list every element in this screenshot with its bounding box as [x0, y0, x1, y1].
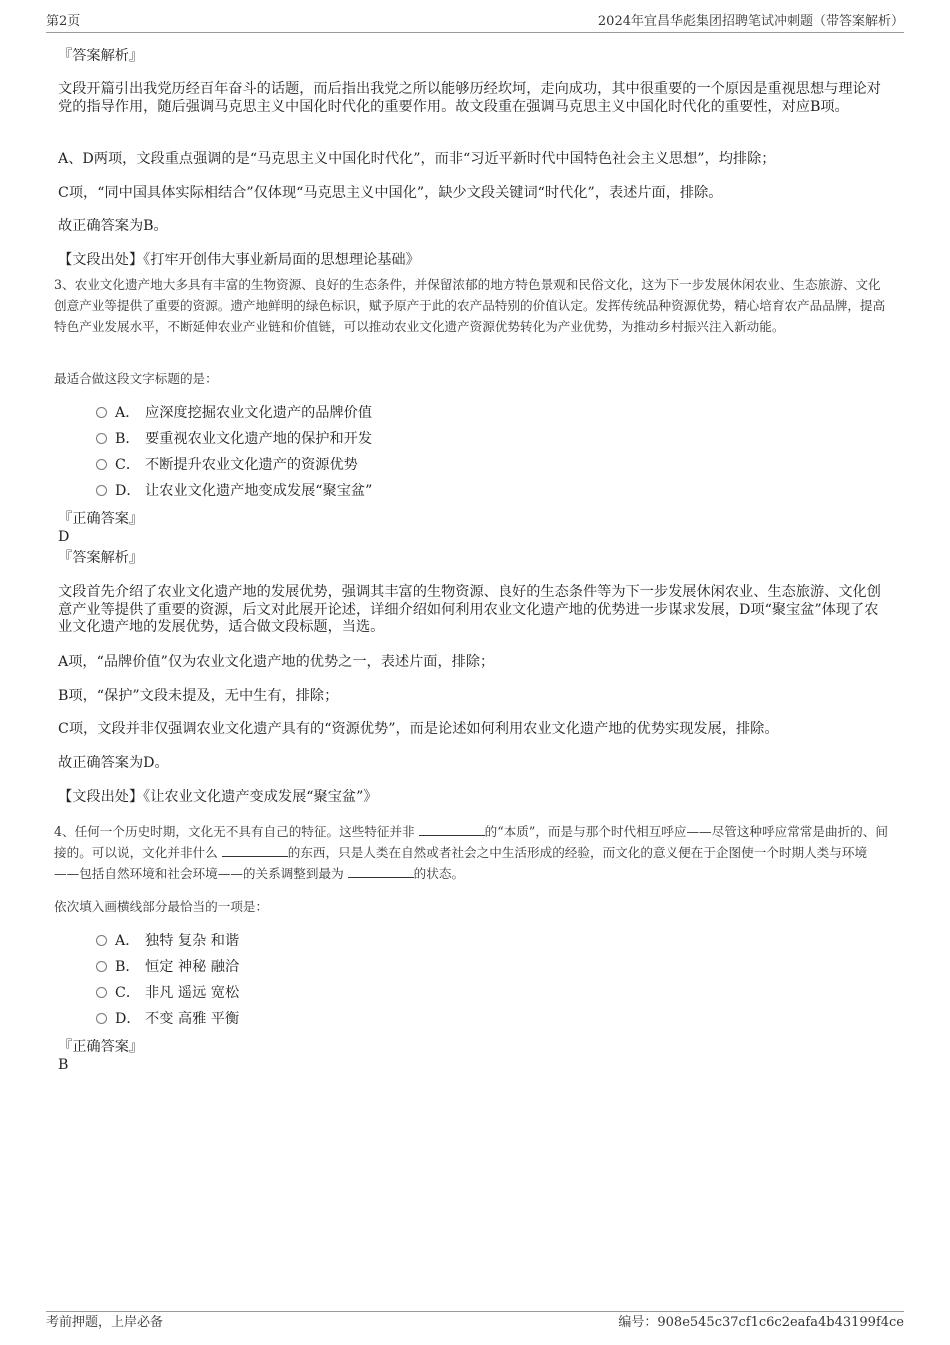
option-c[interactable] — [96, 983, 239, 1003]
stem-text: 的东西，只是人类在自然或者社会之中生活形成的经验，而文化的意义便在于企图使一个时期人类与环境——包括自然环境和社会环境——的关系调整到最为 — [54, 845, 868, 881]
analysis-paragraph: A项，“品牌价值”仅为农业文化遗产地的优势之一，表述片面，排除； — [58, 654, 495, 670]
option-text: 应深度挖掘农业文化遗产的品牌价值 — [145, 405, 373, 421]
analysis-paragraph: 文段首先介绍了农业文化遗产地的发展优势，强调其丰富的生物资源、良好的生态条件等为下一步发展休闲农业、生态旅游、文化创意产业等提供了重要的资源，后文对此展开论述，详细介绍如何利用农业文化遗产地的优势进一步谋求发展，D项“聚宝盆”体现了农业文化遗产地的发展优势，适合做文段标题，当选。 — [58, 584, 881, 635]
option-letter: B． — [115, 959, 140, 975]
page-header — [46, 12, 904, 33]
option-d[interactable] — [96, 1009, 239, 1029]
option-letter: C． — [115, 985, 141, 1001]
radio-icon[interactable] — [96, 935, 107, 946]
option-d[interactable] — [96, 481, 372, 501]
fill-blank — [222, 844, 288, 857]
page-number: 第2页 — [46, 14, 81, 29]
option-letter: B． — [115, 431, 140, 447]
question-prompt: 依次填入画横线部分最恰当的一项是： — [54, 899, 269, 914]
option-letter: A． — [115, 933, 140, 949]
stem-text: 的“本质”，而是与那个时代相互呼应——尽管这种呼应常常是曲折的、间接的。可以说，文化并非什么 — [54, 824, 888, 860]
question-prompt: 最适合做这段文字标题的是： — [54, 371, 218, 386]
document-title: 2024年宜昌华彪集团招聘笔试冲刺题（带答案解析） — [597, 14, 904, 29]
option-b[interactable] — [96, 429, 372, 449]
answer-heading: 『正确答案』 — [58, 511, 144, 527]
option-letter: C． — [115, 457, 141, 473]
analysis-paragraph: C项，文段并非仅强调农业文化遗产具有的“资源优势”，而是论述如何利用农业文化遗产地的优势实现发展，排除。 — [58, 721, 779, 737]
radio-icon[interactable] — [96, 407, 107, 418]
option-a[interactable] — [96, 403, 372, 423]
option-text: 不断提升农业文化遗产的资源优势 — [145, 457, 358, 473]
document-code: 编号：908e545c37cf1c6c2eafa4b43199f4ce — [618, 1315, 904, 1330]
option-text: 让农业文化遗产地变成发展“聚宝盆” — [145, 483, 373, 499]
radio-icon[interactable] — [96, 987, 107, 998]
answer-heading: 『正确答案』 — [58, 1039, 144, 1055]
analysis-paragraph: B项，“保护”文段未提及，无中生有，排除； — [58, 688, 339, 704]
radio-icon[interactable] — [96, 961, 107, 972]
option-text: 独特 复杂 和谐 — [145, 933, 240, 949]
analysis-conclusion: 故正确答案为D。 — [58, 755, 169, 771]
radio-icon[interactable] — [96, 433, 107, 444]
analysis-heading: 『答案解析』 — [58, 550, 144, 566]
stem-text: 4、任何一个历史时期，文化无不具有自己的特征。这些特征并非 — [54, 824, 415, 839]
analysis-paragraph: 文段开篇引出我党历经百年奋斗的话题，而后指出我党之所以能够历经坎坷，走向成功，其中很重要的一个原因是重视思想与理论对党的指导作用，随后强调马克思主义中国化时代化的重要作用。故文段重在强调马克思主义中国化时代化的重要性，对应B项。 — [58, 81, 881, 115]
option-text: 恒定 神秘 融洽 — [145, 959, 240, 975]
footer-slogan: 考前押题，上岸必备 — [46, 1315, 164, 1330]
radio-icon[interactable] — [96, 1013, 107, 1024]
page-footer — [46, 1311, 904, 1334]
fill-blank — [348, 865, 414, 878]
analysis-paragraph: C项，“同中国具体实际相结合”仅体现“马克思主义中国化”，缺少文段关键词“时代化”，表述片面，排除。 — [58, 185, 723, 201]
radio-icon[interactable] — [96, 459, 107, 470]
option-a[interactable] — [96, 931, 239, 951]
option-c[interactable] — [96, 455, 358, 475]
option-letter: A． — [115, 405, 140, 421]
option-letter: D． — [115, 1011, 141, 1027]
analysis-paragraph: A、D两项，文段重点强调的是“马克思主义中国化时代化”，而非“习近平新时代中国特色社会主义思想”，均排除； — [58, 151, 776, 167]
correct-answer: D — [58, 529, 70, 545]
analysis-heading: 『答案解析』 — [58, 48, 144, 64]
option-text: 要重视农业文化遗产地的保护和开发 — [145, 431, 373, 447]
analysis-conclusion: 故正确答案为B。 — [58, 218, 168, 234]
radio-icon[interactable] — [96, 485, 107, 496]
fill-blank — [419, 823, 485, 836]
source-citation: 【文段出处】《让农业文化遗产变成发展“聚宝盆”》 — [58, 789, 378, 805]
option-b[interactable] — [96, 957, 239, 977]
question-stem — [54, 821, 889, 884]
correct-answer: B — [58, 1057, 69, 1073]
option-letter: D． — [115, 483, 141, 499]
source-citation: 【文段出处】《打牢开创伟大事业新局面的思想理论基础》 — [58, 252, 420, 268]
question-stem: 3、农业文化遗产地大多具有丰富的生物资源、良好的生态条件，并保留浓郁的地方特色景观和民俗文化，这为下一步发展休闲农业、生态旅游、文化创意产业等提供了重要的资源。遗产地鲜明的绿色标识，赋予原产于此的农产品特别的价值认定。发挥传统品种资源优势，精心培育农产品品牌，提高特色产业发展水平，不断延伸农业产业链和价值链，可以推动农业文化遗产资源优势转化为产业优势，为推动乡村振兴注入新动能。 — [54, 277, 886, 334]
option-text: 非凡 遥远 宽松 — [145, 985, 240, 1001]
option-text: 不变 高雅 平衡 — [145, 1011, 240, 1027]
stem-text: 的状态。 — [413, 866, 465, 881]
